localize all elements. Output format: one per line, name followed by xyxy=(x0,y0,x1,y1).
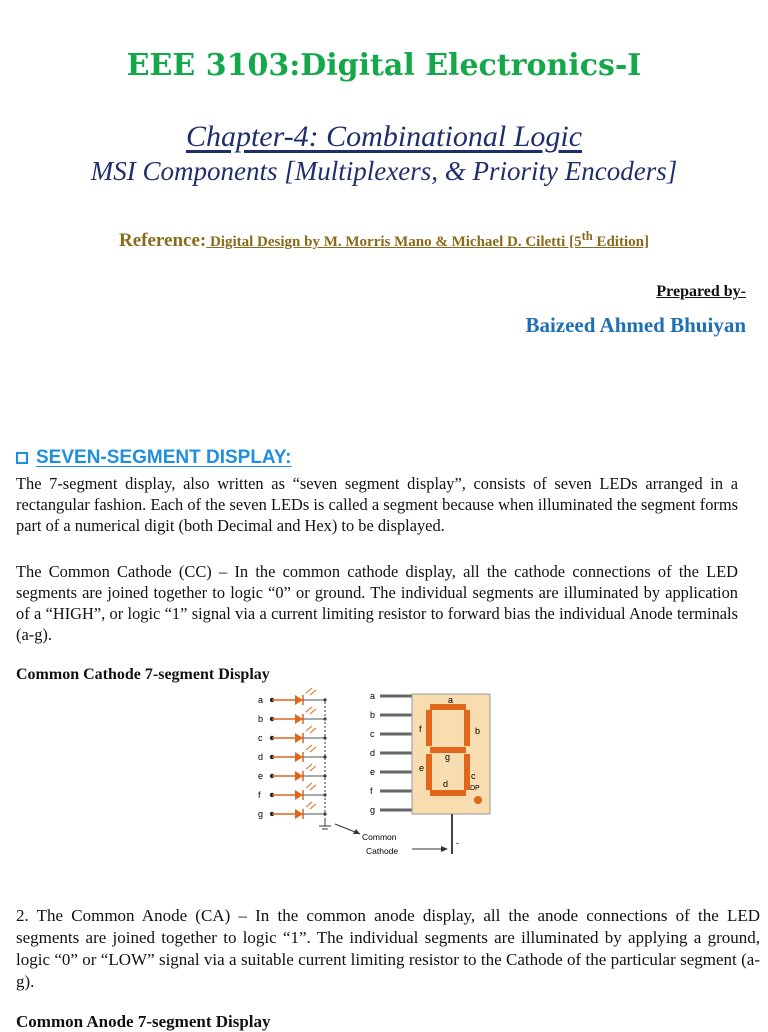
light-ray xyxy=(306,688,312,693)
paragraph-common-cathode: The Common Cathode (CC) – In the common cathode display, all the cathode connections of the LED segments are joined together to logic “0” or ground. The individual segments are illuminated by application of a “HIGH”, or logic “1” signal via a current limiting resistor to forward bias the individual Anode terminals (a-g). xyxy=(16,562,738,644)
section-heading-text: SEVEN-SEGMENT DISPLAY: xyxy=(36,447,292,468)
paragraph-intro: The 7-segment display, also written as “seven segment display”, consists of seven LEDs arranged in a rectangular fashion. Each of the seven LEDs is called a segment because when illuminated the segment forms part of a numerical digit (both Decimal and Hex) to be displayed. xyxy=(16,474,738,535)
minus-sign: - xyxy=(456,838,459,848)
chapter-subtitle: MSI Components [Multiplexers, & Priority Encoders] xyxy=(90,156,678,186)
light-ray xyxy=(310,728,316,733)
segment-label-f: f xyxy=(419,724,422,734)
display-pin-label-b: b xyxy=(370,710,376,720)
common-label-line1: Common xyxy=(362,832,397,842)
light-ray xyxy=(306,707,312,712)
led-pin-label-e: e xyxy=(258,771,264,781)
led-pin-label-d: d xyxy=(258,752,264,762)
segment-label-dp: DP xyxy=(470,785,480,792)
light-ray xyxy=(310,766,316,771)
led-pin-label-b: b xyxy=(258,714,264,724)
diode-icon xyxy=(295,733,303,743)
segment-label-c: c xyxy=(471,771,476,781)
segment-f xyxy=(426,710,432,746)
diode-icon xyxy=(295,714,303,724)
light-ray xyxy=(310,690,316,695)
display-pin-label-a: a xyxy=(370,691,376,701)
display-package xyxy=(362,691,490,856)
seven-segment-diagram xyxy=(240,688,500,863)
reference-sup: th xyxy=(581,229,593,243)
diode-icon xyxy=(295,809,303,819)
segment-label-e: e xyxy=(419,763,425,773)
display-pin-label-c: c xyxy=(370,729,375,739)
segment-d xyxy=(430,790,466,796)
light-ray xyxy=(310,747,316,752)
led-circuit xyxy=(258,688,360,834)
segment-label-g: g xyxy=(445,752,451,762)
led-pin-label-g: g xyxy=(258,809,264,819)
light-ray xyxy=(306,764,312,769)
display-pin-label-e: e xyxy=(370,767,376,777)
paragraph-common-anode: 2. The Common Anode (CA) – In the common anode display, all the anode connections of the LED segments are joined together to logic “1”. The individual segments are illuminated by applying a ground, logic “0” or “LOW” signal via a suitable current limiting resistor to the Cathode of the particular segment (a-g). xyxy=(16,906,760,991)
prepared-by-label: Prepared by- xyxy=(656,283,746,300)
next-figure-heading: Common Anode 7-segment Display xyxy=(16,1012,271,1031)
diode-icon xyxy=(295,771,303,781)
segment-b xyxy=(464,710,470,746)
chapter-title: Chapter-4: Combinational Logic xyxy=(185,120,583,153)
seven-segment-figure xyxy=(240,688,500,868)
author-name: Baizeed Ahmed Bhuiyan xyxy=(525,313,746,337)
light-ray xyxy=(306,726,312,731)
checkbox-bullet-icon xyxy=(16,452,28,464)
light-ray xyxy=(310,709,316,714)
reference-line xyxy=(0,229,768,252)
led-pin-label-f: f xyxy=(258,790,261,800)
light-ray xyxy=(310,804,316,809)
reference-title: Digital Design by M. Morris Mano & Michael D. Ciletti [5 xyxy=(206,234,582,250)
segment-label-a: a xyxy=(448,695,454,705)
segment-dp xyxy=(474,796,482,804)
reference-text xyxy=(206,229,649,250)
section-heading xyxy=(16,447,292,469)
light-ray xyxy=(310,785,316,790)
diode-icon xyxy=(295,790,303,800)
light-ray xyxy=(306,802,312,807)
segment-label-d: d xyxy=(443,779,449,789)
reference-label: Reference: xyxy=(119,230,207,251)
segment-label-b: b xyxy=(475,726,481,736)
display-pin-label-d: d xyxy=(370,748,376,758)
led-pin-label-c: c xyxy=(258,733,263,743)
figure-caption: Common Cathode 7-segment Display xyxy=(16,666,270,683)
course-title: EEE 3103:Digital Electronics-I xyxy=(126,48,642,83)
common-label-line2: Cathode xyxy=(366,846,399,856)
common-cathode-arrowhead xyxy=(441,846,448,852)
reference-end: Edition] xyxy=(592,234,649,250)
led-pin-label-a: a xyxy=(258,695,264,705)
diode-icon xyxy=(295,695,303,705)
diode-icon xyxy=(295,752,303,762)
light-ray xyxy=(306,783,312,788)
display-pin-label-g: g xyxy=(370,805,376,815)
segment-e xyxy=(426,754,432,790)
display-pin-label-f: f xyxy=(370,786,373,796)
light-ray xyxy=(306,745,312,750)
